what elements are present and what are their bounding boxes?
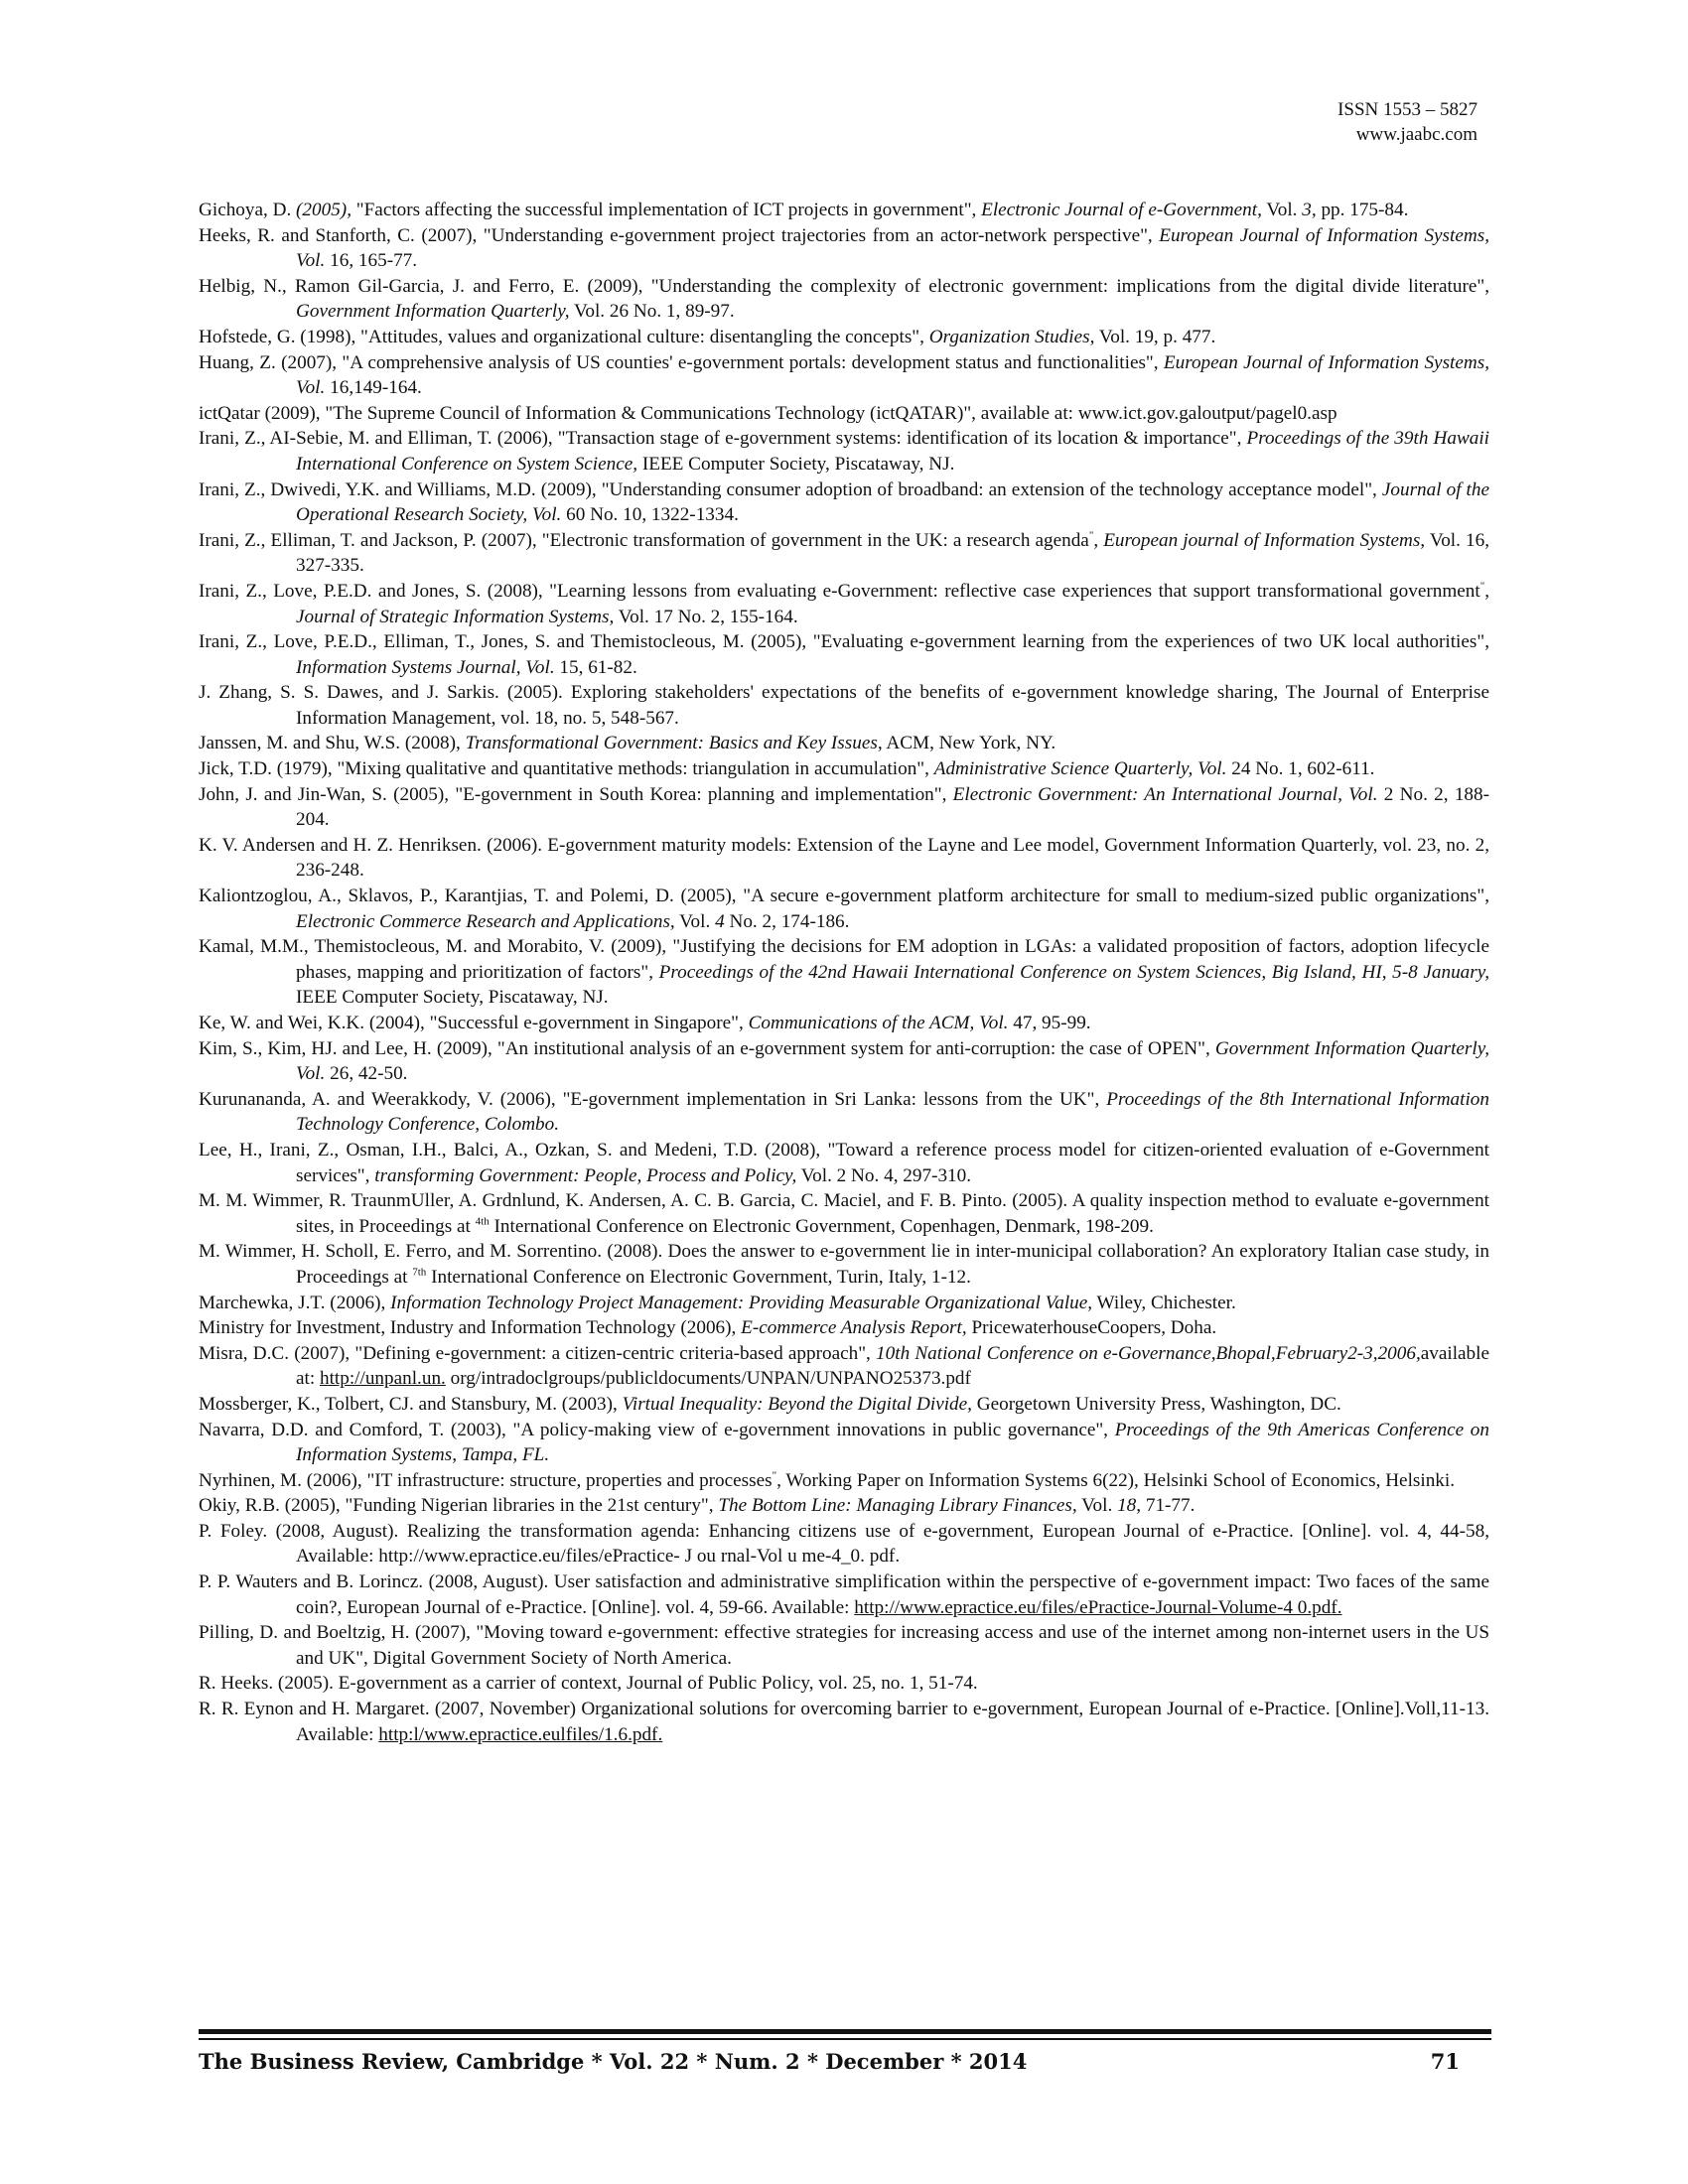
page-header	[1337, 97, 1477, 147]
reference-entry: Irani, Z., Elliman, T. and Jackson, P. (2007), "Electronic transformation of government in the UK: a research agenda", European journal of Information Systems, Vol. 16, 327-335.	[199, 529, 1489, 577]
reference-entry: Pilling, D. and Boeltzig, H. (2007), "Moving toward e-government: effective strategies for increasing access and use of the internet among non-internet users in the US and UK", Digital Government Society of North America.	[199, 1622, 1489, 1669]
reference-entry: Kim, S., Kim, HJ. and Lee, H. (2009), "An institutional analysis of an e-government system for anti-corruption: the case of OPEN", Government Information Quarterly, Vol. 26, 42-50.	[199, 1037, 1489, 1085]
reference-entry: Irani, Z., AI-Sebie, M. and Elliman, T. (2006), "Transaction stage of e-government systems: identification of its location & importance", Proceedings of the 39th Hawaii International Conference on System Science, IEEE Computer Society, Piscataway, NJ.	[199, 428, 1489, 475]
reference-entry: ictQatar (2009), "The Supreme Council of Information & Communications Technology (ictQATAR)", available at: www.ict.gov.galoutput/pagel0.asp	[199, 402, 1337, 424]
page-number: 71	[1430, 2049, 1460, 2074]
reference-entry: Huang, Z. (2007), "A comprehensive analysis of US counties' e-government portals: development status and functionalities", European Journal of Information Systems, Vol. 16,149-164.	[199, 351, 1490, 399]
reference-entry: K. V. Andersen and H. Z. Henriksen. (2006). E-government maturity models: Extension of the Layne and Lee model, Government Information Quarterly, vol. 23, no. 2, 236-248.	[199, 834, 1489, 882]
reference-entry: P. Foley. (2008, August). Realizing the transformation agenda: Enhancing citizens use of e-government, European Journal of e-Practice. [Online]. vol. 4, 44-58, Available: http://www.epractice.eu/files/ePractice- J ou rnal-Vol u me-4_0. pdf.	[199, 1520, 1489, 1568]
reference-entry: Nyrhinen, M. (2006), "IT infrastructure: structure, properties and processes", Working Paper on Information Systems 6(22), Helsinki School of Economics, Helsinki.	[199, 1469, 1456, 1491]
journal-citation: The Business Review, Cambridge * Vol. 22 * Num. 2 * December * 2014	[199, 2049, 1028, 2074]
footer-rule-thick	[199, 2029, 1491, 2034]
reference-entry: Marchewka, J.T. (2006), Information Technology Project Management: Providing Measurable Organizational Value, Wiley, Chichester.	[199, 1292, 1236, 1313]
reference-entry: Irani, Z., Dwivedi, Y.K. and Williams, M.D. (2009), "Understanding consumer adoption of broadband: an extension of the technology acceptance model", Journal of the Operational Research Society, Vol. 60 No. 10, 1322-1334.	[199, 478, 1489, 526]
reference-entry: Okiy, R.B. (2005), "Funding Nigerian libraries in the 21st century", The Bottom Line: Managing Library Finances, Vol. 18, 71-77.	[199, 1495, 1196, 1517]
reference-entry: Hofstede, G. (1998), "Attitudes, values and organizational culture: disentangling the concepts", Organization Studies, Vol. 19, p. 477.	[199, 326, 1216, 347]
reference-entry: M. M. Wimmer, R. TraunmUller, A. Grdnlund, K. Andersen, A. C. B. Garcia, C. Maciel, and F. B. Pinto. (2005). A quality inspection method to evaluate e-government sites, in Proceedings at $^{4th}$ International Conference on Electronic Government, Copenhagen, Denmark, 198-209.	[199, 1190, 1489, 1237]
reference-entry: Jick, T.D. (1979), "Mixing qualitative and quantitative methods: triangulation in accumulation", Administrative Science Quarterly, Vol. 24 No. 1, 602-611.	[199, 758, 1375, 780]
reference-entry: Misra, D.C. (2007), "Defining e-government: a citizen-centric criteria-based approach", 10th National Conference on e-Governance,Bhopal,February2-3,2006,available at: http://unpanl.un. org/intradoclgroups/publicldocuments/UNPAN/UNPANO25373.pdf	[199, 1342, 1489, 1390]
reference-entry: Lee, H., Irani, Z., Osman, I.H., Balci, A., Ozkan, S. and Medeni, T.D. (2008), "Toward a reference process model for citizen-oriented evaluation of e-Government services", transforming Government: People, Process and Policy, Vol. 2 No. 4, 297-310.	[199, 1139, 1489, 1186]
reference-entry: Heeks, R. and Stanforth, C. (2007), "Understanding e-government project trajectories from an actor-network perspective", European Journal of Information Systems, Vol. 16, 165-77.	[199, 224, 1489, 272]
reference-entry: Ke, W. and Wei, K.K. (2004), "Successful e-government in Singapore", Communications of the ACM, Vol. 47, 95-99.	[199, 1013, 1091, 1033]
reference-entry: Navarra, D.D. and Comford, T. (2003), "A policy-making view of e-government innovations in public governance", Proceedings of the 9th Americas Conference on Information Systems, Tampa, FL.	[199, 1419, 1489, 1466]
issn-label: ISSN 1553 – 5827	[1337, 99, 1477, 120]
reference-entry: R. Heeks. (2005). E-government as a carrier of context, Journal of Public Policy, vol. 25, no. 1, 51-74.	[199, 1673, 978, 1695]
reference-entry: Kurunananda, A. and Weerakkody, V. (2006), "E-government implementation in Sri Lanka: lessons from the UK", Proceedings of the 8th International Information Technology Conference, Colombo.	[199, 1088, 1489, 1136]
reference-entry: John, J. and Jin-Wan, S. (2005), "E-government in South Korea: planning and implementation", Electronic Government: An International Journal, Vol. 2 No. 2, 188-204.	[199, 783, 1489, 831]
reference-entry: P. P. Wauters and B. Lorincz. (2008, August). User satisfaction and administrative simplification within the perspective of e-government impact: Two faces of the same coin?, European Journal of e-Practice. [Online]. vol. 4, 59-66. Available: http://www.epractice.eu/files/ePractice-Journal-Volume-4 0.pdf.	[199, 1571, 1489, 1618]
reference-entry: Mossberger, K., Tolbert, CJ. and Stansbury, M. (2003), Virtual Inequality: Beyond the Digital Divide, Georgetown University Press, Washington, DC.	[199, 1393, 1341, 1415]
reference-entry: R. R. Eynon and H. Margaret. (2007, November) Organizational solutions for overcoming barrier to e-government, European Journal of e-Practice. [Online].Voll,11-13. Available: http:l/www.epractice.eulfiles/1.6.pdf.	[199, 1699, 1489, 1745]
reference-entry: Irani, Z., Love, P.E.D. and Jones, S. (2008), "Learning lessons from evaluating e-Government: reflective case experiences that support transformational government", Journal of Strategic Information Systems, Vol. 17 No. 2, 155-164.	[199, 580, 1489, 627]
footer-rule-thin	[199, 2038, 1491, 2040]
reference-entry: J. Zhang, S. S. Dawes, and J. Sarkis. (2005). Exploring stakeholders' expectations of the benefits of e-government knowledge sharing, The Journal of Enterprise Information Management, vol. 18, no. 5, 548-567.	[199, 682, 1489, 729]
reference-entry: Janssen, M. and Shu, W.S. (2008), Transformational Government: Basics and Key Issues, ACM, New York, NY.	[199, 733, 1056, 754]
reference-entry: Kaliontzoglou, A., Sklavos, P., Karantjias, T. and Polemi, D. (2005), "A secure e-government platform architecture for small to medium-sized public organizations", Electronic Commerce Research and Applications, Vol. 4 No. 2, 174-186.	[199, 886, 1489, 932]
reference-entry: Kamal, M.M., Themistocleous, M. and Morabito, V. (2009), "Justifying the decisions for EM adoption in LGAs: a validated proposition of factors, adoption lifecycle phases, mapping and prioritization of factors", Proceedings of the 42nd Hawaii International Conference on System Sciences, Big Island, HI, 5-8 January, IEEE Computer Society, Piscataway, NJ.	[199, 936, 1489, 1009]
reference-entry: Irani, Z., Love, P.E.D., Elliman, T., Jones, S. and Themistocleous, M. (2005), "Evaluating e-government learning from the experiences of two UK local authorities", Information Systems Journal, Vol. 15, 61-82.	[199, 631, 1489, 678]
reference-list	[199, 198, 1489, 1747]
reference-entry: M. Wimmer, H. Scholl, E. Ferro, and M. Sorrentino. (2008). Does the answer to e-government lie in inter-municipal collaboration? An exploratory Italian case study, in Proceedings at $^{7th}$ International Conference on Electronic Government, Turin, Italy, 1-12.	[199, 1241, 1489, 1288]
website-link[interactable]: www.jaabc.com	[1355, 124, 1477, 145]
reference-entry: Gichoya, D. (2005), "Factors affecting the successful implementation of ICT projects in government", Electronic Journal of e-Government, Vol. 3, pp. 175-84.	[199, 200, 1409, 220]
reference-entry: Helbig, N., Ramon Gil-Garcia, J. and Ferro, E. (2009), "Understanding the complexity of electronic government: implications from the digital divide literature", Government Information Quarterly, Vol. 26 No. 1, 89-97.	[199, 275, 1489, 323]
page-footer	[199, 2047, 1460, 2077]
reference-entry: Ministry for Investment, Industry and Information Technology (2006), E-commerce Analysis Report, PricewaterhouseCoopers, Doha.	[199, 1317, 1217, 1339]
